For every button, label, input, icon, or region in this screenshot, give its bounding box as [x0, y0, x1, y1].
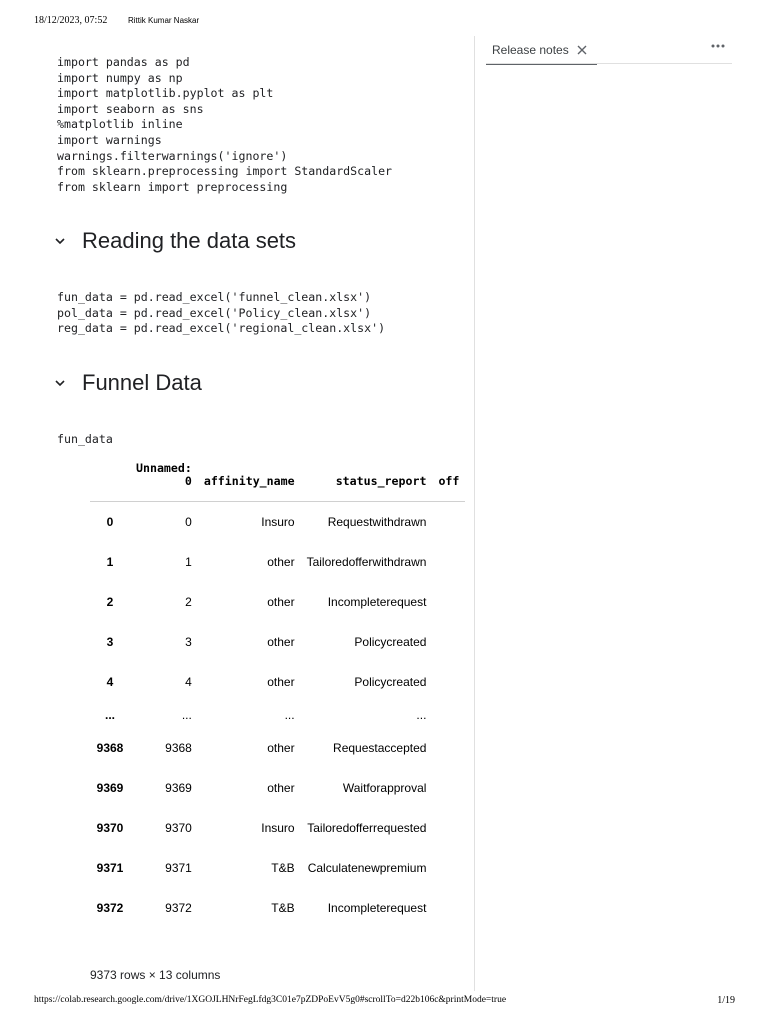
- table-cell: Insuro: [261, 514, 295, 529]
- index-header: [90, 462, 130, 502]
- code-line: %matplotlib inline: [57, 117, 183, 132]
- print-url: https://colab.research.google.com/drive/1XGOJLHNrFegLfdg3C01e7pZDPoEvV5g0#scrollTo=d22b106c&printMode=true: [34, 995, 507, 1005]
- tab-label: Release notes: [492, 42, 569, 57]
- tab-release-notes[interactable]: [486, 36, 597, 65]
- table-row: [90, 768, 465, 808]
- table-cell: [432, 662, 465, 702]
- table-cell: [432, 582, 465, 622]
- table-cell: [432, 848, 465, 888]
- table-row: [90, 848, 465, 888]
- code-line: import matplotlib.pyplot as plt: [57, 86, 274, 101]
- table-cell: other: [267, 780, 295, 795]
- table-row: [90, 728, 465, 768]
- print-datetime: 18/12/2023, 07:52: [34, 15, 108, 26]
- table-cell: 0: [185, 514, 192, 529]
- code-cell-funnel[interactable]: [57, 432, 113, 448]
- code-line: warnings.filterwarnings('ignore'): [57, 148, 288, 163]
- table-header-row: [90, 462, 465, 502]
- table-cell: Incompleterequest: [327, 900, 427, 915]
- row-index: 9368: [96, 740, 124, 755]
- dataframe-shape: 9373 rows × 13 columns: [90, 968, 221, 982]
- row-index: 9370: [96, 820, 124, 835]
- print-page-number: 1/19: [717, 995, 735, 1006]
- table-cell: other: [267, 554, 295, 569]
- table-cell: [432, 702, 465, 728]
- table-row: [90, 702, 465, 728]
- table-cell: Tailoredofferwithdrawn: [306, 554, 427, 569]
- table-cell: 1: [185, 554, 192, 569]
- code-line: reg_data = pd.read_excel('regional_clean.xlsx'): [57, 321, 386, 336]
- table-cell: Policycreated: [354, 634, 427, 649]
- code-line: import seaborn as sns: [57, 101, 204, 116]
- table-cell: Calculatenewpremium: [307, 860, 427, 875]
- table-cell: 9370: [165, 820, 192, 835]
- column-header: status_report: [301, 462, 433, 502]
- table-cell: ...: [416, 707, 427, 722]
- table-row: [90, 542, 465, 582]
- table-cell: Requestaccepted: [333, 740, 427, 755]
- section-heading-text: Reading the data sets: [82, 228, 297, 253]
- section-heading-reading: [54, 226, 296, 256]
- table-cell: Incompleterequest: [327, 594, 427, 609]
- code-line: fun_data = pd.read_excel('funnel_clean.xlsx'): [57, 290, 372, 304]
- column-header: affinity_name: [198, 462, 301, 502]
- tab-divider: [486, 63, 732, 64]
- code-cell-read-data[interactable]: [57, 290, 385, 337]
- table-row: [90, 888, 465, 928]
- row-index: 3: [106, 634, 114, 649]
- side-panel: [475, 36, 768, 991]
- table-cell: [432, 542, 465, 582]
- code-line: import warnings: [57, 132, 162, 147]
- table-cell: Policycreated: [354, 674, 427, 689]
- table-cell: 3: [185, 634, 192, 649]
- table-cell: other: [267, 594, 295, 609]
- table-cell: [432, 502, 465, 542]
- column-header: off: [432, 462, 465, 502]
- row-index: 1: [106, 554, 114, 569]
- table-cell: [432, 888, 465, 928]
- dataframe-table: [90, 462, 465, 928]
- row-index: 4: [106, 674, 114, 689]
- table-cell: Waitforapproval: [342, 780, 427, 795]
- table-cell: 2: [185, 594, 192, 609]
- notebook-area: [0, 36, 474, 991]
- chevron-down-icon[interactable]: [54, 235, 66, 247]
- more-horiz-icon[interactable]: [711, 43, 725, 49]
- table-cell: T&B: [271, 900, 295, 915]
- row-index: 0: [106, 514, 114, 529]
- table-cell: ...: [284, 707, 295, 722]
- table-cell: 9371: [165, 860, 192, 875]
- table-cell: other: [267, 740, 295, 755]
- table-cell: 9369: [165, 780, 192, 795]
- table-cell: [432, 622, 465, 662]
- code-line: fun_data: [57, 432, 113, 446]
- table-row: [90, 502, 465, 542]
- code-cell-imports[interactable]: [57, 55, 392, 195]
- code-line: pol_data = pd.read_excel('Policy_clean.xlsx'): [57, 305, 372, 320]
- column-header: Unnamed: 0: [130, 462, 198, 502]
- table-row: [90, 622, 465, 662]
- table-cell: other: [267, 634, 295, 649]
- dataframe-output: [90, 462, 472, 952]
- table-cell: 9368: [165, 740, 192, 755]
- table-cell: other: [267, 674, 295, 689]
- table-cell: 9372: [165, 900, 192, 915]
- table-row: [90, 582, 465, 622]
- close-icon[interactable]: [577, 45, 587, 55]
- print-author: Rittik Kumar Naskar: [128, 16, 200, 25]
- row-index: ...: [104, 707, 115, 722]
- row-index: 9372: [96, 900, 124, 915]
- table-cell: [432, 728, 465, 768]
- row-index: 2: [106, 594, 114, 609]
- table-cell: T&B: [271, 860, 295, 875]
- code-line: from sklearn.preprocessing import StandardScaler: [57, 164, 393, 179]
- code-line: import numpy as np: [57, 70, 183, 85]
- table-cell: Tailoredofferrequested: [307, 820, 427, 835]
- chevron-down-icon[interactable]: [54, 377, 66, 389]
- table-cell: [432, 808, 465, 848]
- section-heading-text: Funnel Data: [82, 370, 202, 395]
- table-row: [90, 662, 465, 702]
- table-cell: [432, 768, 465, 808]
- code-line: import pandas as pd: [57, 55, 190, 69]
- table-cell: Requestwithdrawn: [327, 514, 427, 529]
- row-index: 9371: [96, 860, 124, 875]
- table-cell: Insuro: [261, 820, 295, 835]
- table-cell: ...: [181, 707, 192, 722]
- code-line: from sklearn import preprocessing: [57, 179, 288, 194]
- table-cell: 4: [185, 674, 192, 689]
- section-heading-funnel: [54, 368, 202, 398]
- row-index: 9369: [96, 780, 124, 795]
- table-row: [90, 808, 465, 848]
